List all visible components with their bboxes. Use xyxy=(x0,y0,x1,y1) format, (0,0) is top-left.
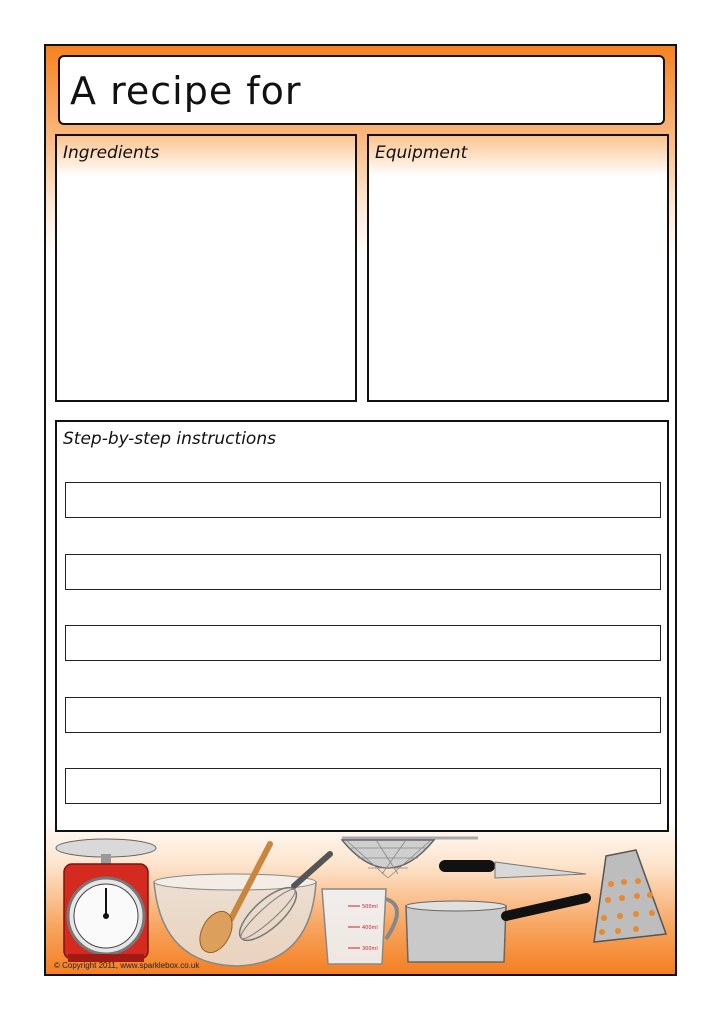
instruction-line-5[interactable] xyxy=(65,768,661,804)
ingredients-label: Ingredients xyxy=(63,143,160,163)
ingredients-panel[interactable] xyxy=(55,134,357,402)
equipment-label: Equipment xyxy=(375,143,468,163)
instruction-line-3[interactable] xyxy=(65,625,661,661)
instruction-line-1[interactable] xyxy=(65,482,661,518)
jug-mark-400: 400ml xyxy=(362,925,378,931)
title-box xyxy=(58,55,665,125)
saucepan-icon xyxy=(406,898,586,962)
grater-icon xyxy=(594,850,666,942)
instruction-line-2[interactable] xyxy=(65,554,661,590)
scales-icon xyxy=(56,839,156,962)
jug-mark-500: 500ml xyxy=(362,904,378,910)
copyright-text: © Copyright 2011, www.sparklebox.co.uk xyxy=(54,961,200,970)
measuring-jug-icon xyxy=(322,889,397,964)
utensils-illustration xyxy=(46,834,677,974)
instructions-label: Step-by-step instructions xyxy=(63,429,276,449)
equipment-panel[interactable] xyxy=(367,134,669,402)
jug-mark-300: 300ml xyxy=(362,946,378,952)
knife-icon xyxy=(439,860,586,878)
instructions-panel xyxy=(55,420,669,832)
recipe-sheet xyxy=(44,44,677,976)
page-title: A recipe for xyxy=(70,69,302,113)
instruction-line-4[interactable] xyxy=(65,697,661,733)
